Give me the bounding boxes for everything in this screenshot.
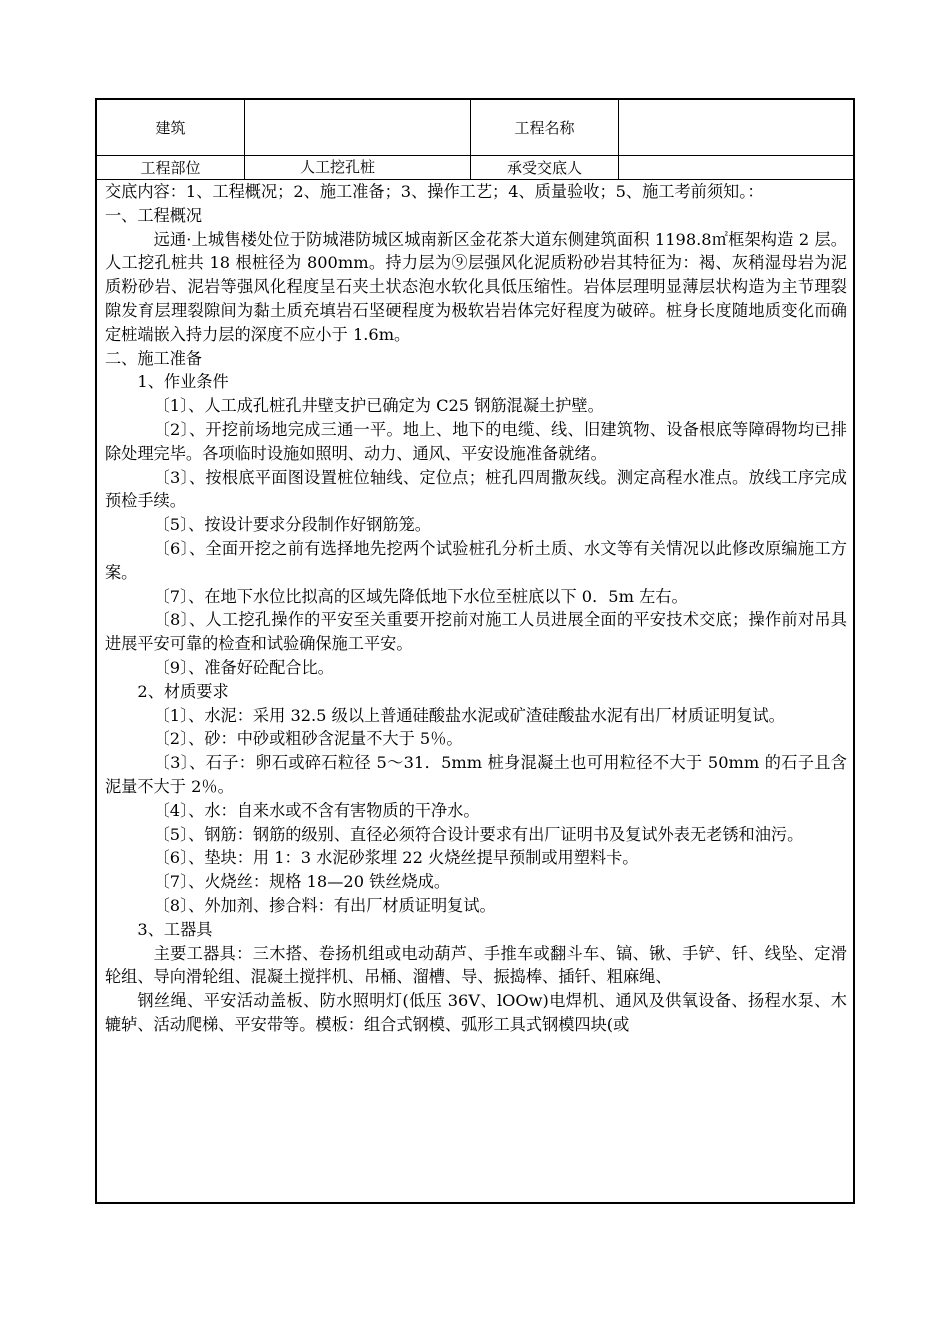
disclosure-form <box>95 98 855 1204</box>
list-item: 〔3〕、按根底平面图设置桩位轴线、定位点；桩孔四周撒灰线。测定高程水准点。放线工序完成预检手续。 <box>105 467 847 511</box>
list-item: 〔8〕、人工挖孔操作的平安至关重要开挖前对施工人员进展全面的平安技术交底；操作前对吊具进展平安可靠的检查和试验确保施工平安。 <box>105 610 847 654</box>
recipient-label: 承受交底人 <box>471 156 619 179</box>
list-item: 〔1〕、水泥：采用 32.5 级以上普通硅酸盐水泥或矿渣硅酸盐水泥有出厂材质证明复试。 <box>153 705 785 725</box>
section-1-title: 一、工程概况 <box>105 205 203 225</box>
building-label: 建筑 <box>97 100 245 155</box>
project-part-value: 人工挖孔桩 <box>245 156 471 179</box>
list-item: 〔5〕、按设计要求分段制作好钢筋笼。 <box>153 515 431 535</box>
header-row-1 <box>97 100 853 156</box>
tools-paragraph-2: 钢丝绳、平安活动盖板、防水照明灯(低压 36V、lOOw)电焊机、通风及供氧设备、扬程水泵、木辘轳、活动爬梯、平安带等。模板：组合式钢模、弧形工具式钢模四块(或 <box>105 991 847 1034</box>
subsection-2-2-title: 2、材质要求 <box>137 681 229 701</box>
project-name-label: 工程名称 <box>471 100 619 155</box>
list-item: 〔4〕、水：自来水或不含有害物质的干净水。 <box>153 800 480 820</box>
intro-text: 交底内容：1、工程概况；2、施工准备；3、操作工艺；4、质量验收；5、施工考前须知。： <box>105 182 764 201</box>
recipient-value <box>619 156 853 179</box>
list-item: 〔7〕、在地下水位比拟高的区域先降低地下水位至桩底以下 0．5m 左右。 <box>153 586 688 606</box>
list-item: 〔8〕、外加剂、掺合料：有出厂材质证明复试。 <box>153 895 496 915</box>
subsection-2-1-title: 1、作业条件 <box>137 372 229 392</box>
section-2-title: 二、施工准备 <box>105 348 203 368</box>
list-item: 〔6〕、全面开挖之前有选择地先挖两个试验桩孔分析土质、水文等有关情况以此修改原编施工方案。 <box>105 538 847 582</box>
list-item: 〔9〕、准备好砼配合比。 <box>153 657 334 677</box>
list-item: 〔2〕、砂：中砂或粗砂含泥量不大于 5％。 <box>153 729 463 749</box>
list-item: 〔6〕、垫块：用 1：3 水泥砂浆埋 22 火烧丝提早预制或用塑料卡。 <box>153 848 639 868</box>
list-item: 〔3〕、石子：卵石或碎石粒径 5～31．5mm 桩身混凝土也可用粒径不大于 50mm 的石子且含泥量不大于 2％。 <box>105 753 847 796</box>
list-item: 〔2〕、开挖前场地完成三通一平。地上、地下的电缆、线、旧建筑物、设备根底等障碍物均已排除处理完毕。各项临时设施如照明、动力、通风、平安设施准备就绪。 <box>105 419 847 463</box>
header-row-2 <box>97 156 853 180</box>
project-name-value <box>619 100 853 155</box>
project-part-label: 工程部位 <box>97 156 245 179</box>
section-1-paragraph: 远通·上城售楼处位于防城港防城区城南新区金花茶大道东侧建筑面积 1198.8㎡框架构造 2 层。人工挖孔桩共 18 根桩径为 800mm。持力层为⑨层强风化泥质粉砂岩其特征为：褐、灰稍湿母岩为泥质粉砂岩、泥岩等强风化程度呈石夹土状态泡水软化具低压缩性。岩体层理明显薄层状构造为主节理裂隙发育层理裂隙间为黏土质充填岩石坚硬程度为极软岩岩体完好程度为破碎。桩身长度随地质变化而确定桩端嵌入持力层的深度不应小于 1.6m。 <box>105 229 847 344</box>
list-item: 〔7〕、火烧丝：规格 18—20 铁丝烧成。 <box>153 872 451 892</box>
subsection-2-3-title: 3、工器具 <box>137 919 213 939</box>
building-value <box>245 100 471 155</box>
disclosure-content <box>105 180 847 1037</box>
list-item: 〔1〕、人工成孔桩孔井壁支护已确定为 C25 钢筋混凝土护壁。 <box>153 396 604 416</box>
tools-paragraph-1: 主要工器具：三木搭、卷扬机组或电动葫芦、手推车或翻斗车、镐、锹、手铲、钎、线坠、定滑轮组、导向滑轮组、混凝土搅拌机、吊桶、溜槽、导、振捣棒、插钎、粗麻绳、 <box>105 943 847 987</box>
list-item: 〔5〕、钢筋：钢筋的级别、直径必须符合设计要求有出厂证明书及复试外表无老锈和油污。 <box>153 824 804 844</box>
